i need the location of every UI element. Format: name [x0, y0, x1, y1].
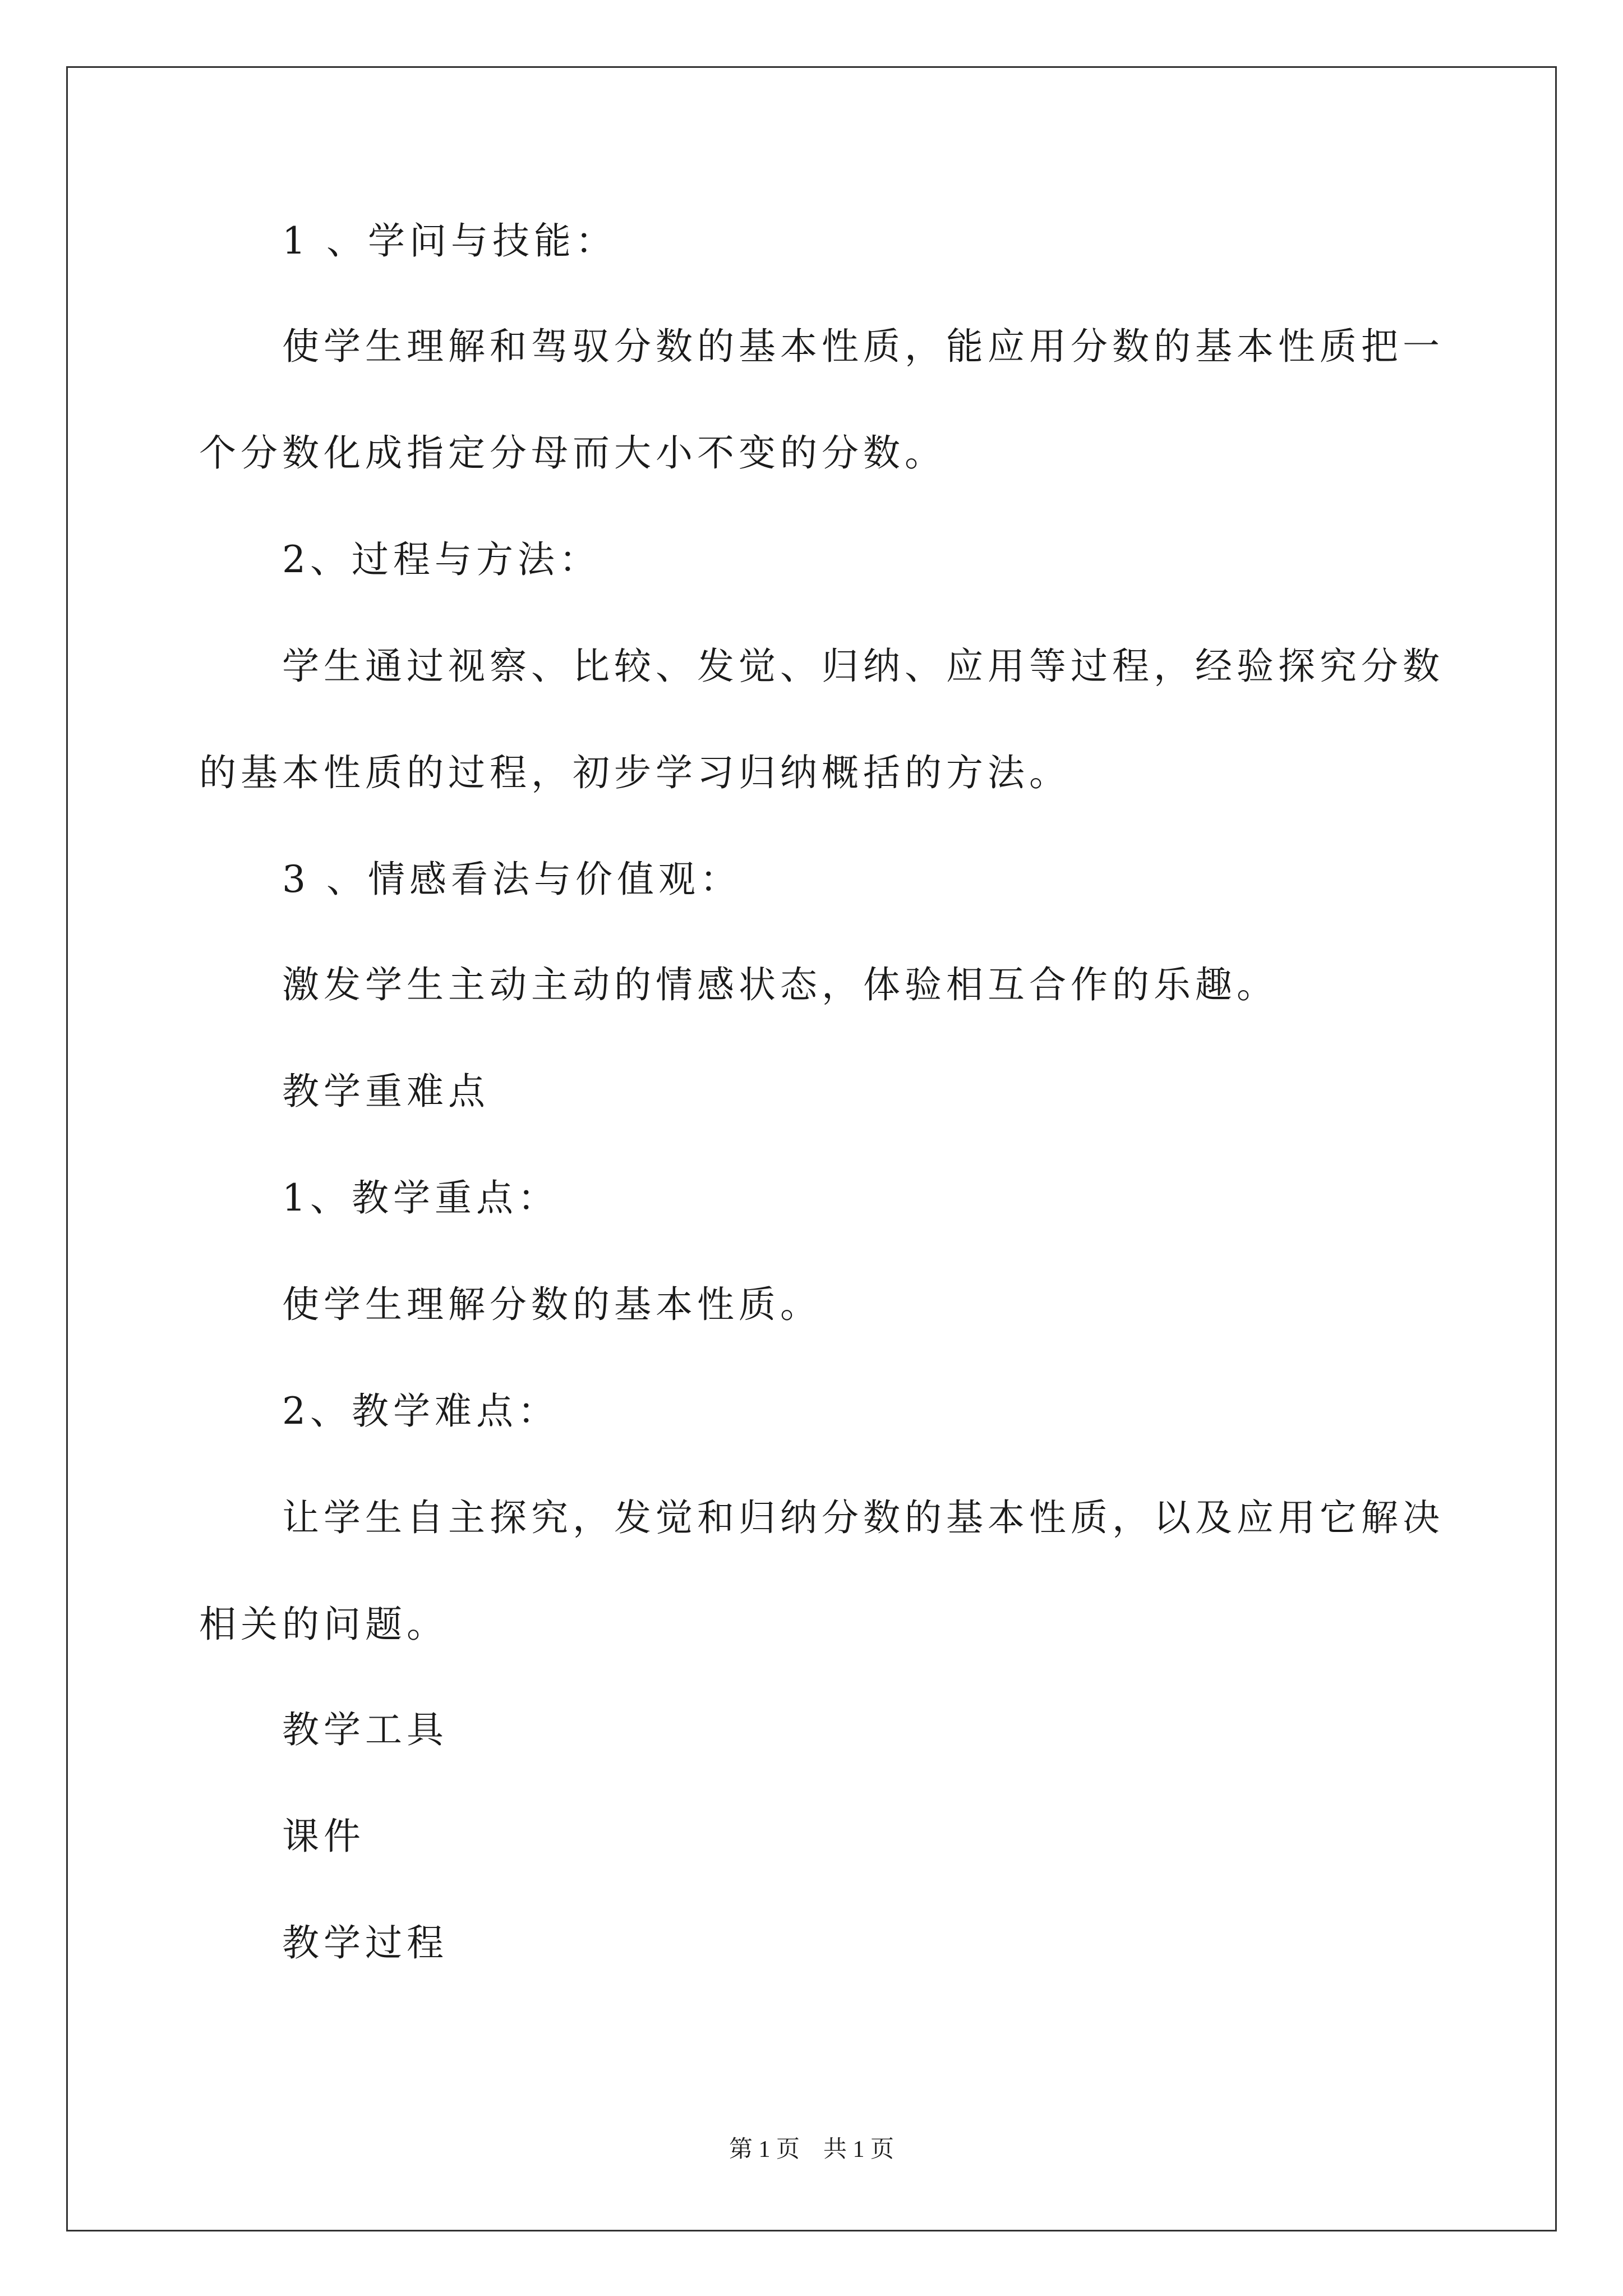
- section-heading: 教学工具: [282, 1708, 448, 1751]
- text-line: 相关的问题。: [199, 1603, 448, 1646]
- text-line: 2、过程与方法：: [282, 538, 601, 581]
- text-line: 个分数化成指定分母而大小不变的分数。: [199, 431, 946, 475]
- page-border: [66, 66, 1557, 2231]
- text-line: 学生通过视察、比较、发觉、归纳、应用等过程，经验探究分数: [282, 645, 1444, 688]
- text-line: 2、教学难点：: [282, 1389, 559, 1433]
- text-line: 激发学生主动主动的情感状态，体验相互合作的乐趣。: [282, 963, 1278, 1006]
- section-heading: 教学过程: [282, 1921, 448, 1964]
- text-line: 1、教学重点：: [282, 1176, 559, 1220]
- text-line: 让学生自主探究，发觉和归纳分数的基本性质，以及应用它解决: [282, 1496, 1444, 1539]
- text-line: 的基本性质的过程，初步学习归纳概括的方法。: [199, 751, 1071, 794]
- page-number-footer: 第 1 页 共 1 页: [728, 2137, 894, 2162]
- text-line: 使学生理解分数的基本性质。: [282, 1283, 822, 1326]
- section-heading: 教学重难点: [282, 1070, 490, 1113]
- text-line: 1 、学问与技能：: [282, 219, 617, 263]
- text-line: 3 、情感看法与价值观：: [282, 858, 741, 901]
- text-line: 课件: [282, 1815, 365, 1858]
- text-line: 使学生理解和驾驭分数的基本性质，能应用分数的基本性质把一: [282, 325, 1444, 368]
